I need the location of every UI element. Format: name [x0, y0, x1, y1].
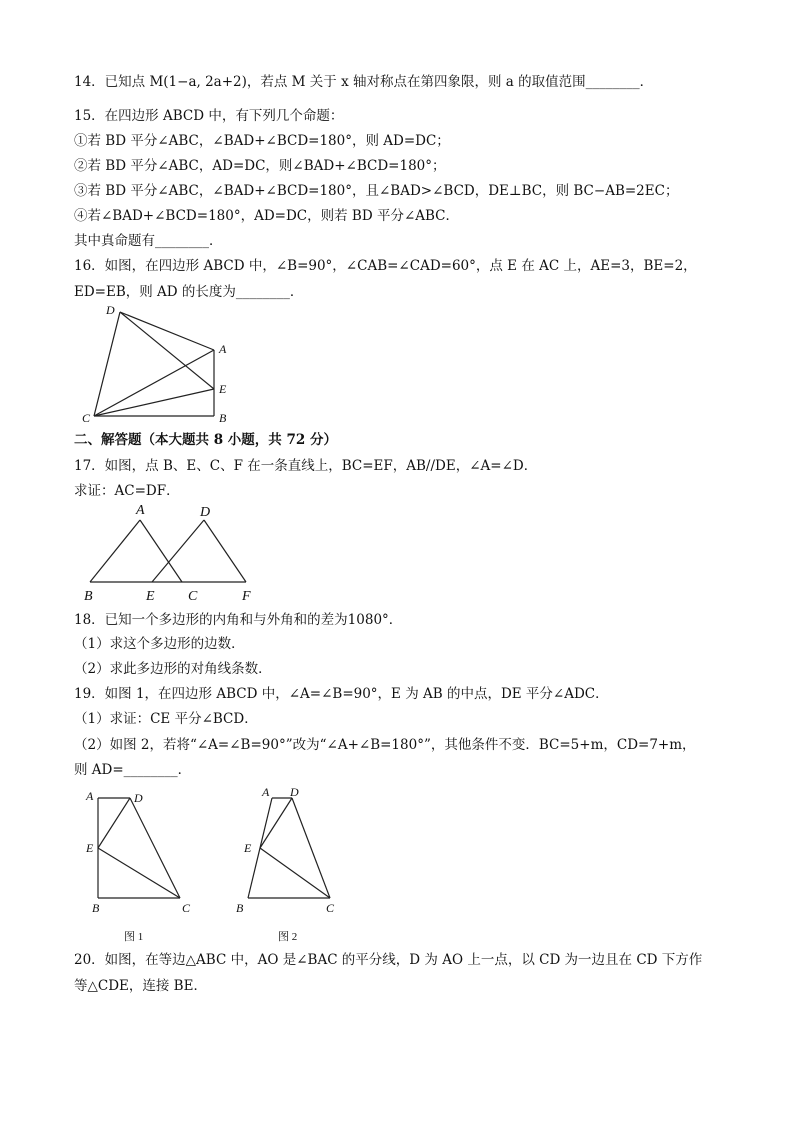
- fig2-segment-EC: [260, 848, 330, 898]
- fig2-caption: 图 2: [278, 931, 298, 943]
- question-19-part-1: （1）求证：CE 平分∠BCD．: [74, 711, 258, 727]
- question-14: 14．已知点 M(1−a, 2a+2)，若点 M 关于 x 轴对称点在第四象限，则 a 的取值范围________．: [74, 74, 654, 90]
- question-19-part-2: （2）如图 2，若将“∠A=∠B=90°”改为“∠A+∠B=180°”，其他条件不变．BC=5+m，CD=7+m，: [74, 737, 696, 753]
- fig1-label-C: C: [182, 901, 191, 915]
- segment-DF: [204, 520, 246, 582]
- question-17-line-1: 17．如图，点 B、E、C、F 在一条直线上，BC=EF，AB//DE，∠A=∠D．: [74, 458, 538, 474]
- label-D: D: [106, 303, 115, 317]
- question-20-line-2: 等△CDE，连接 BE．: [74, 978, 207, 994]
- fig2-label-D: D: [290, 786, 299, 799]
- fig2-label-E: E: [244, 841, 252, 855]
- fig1-caption: 图 1: [124, 931, 144, 943]
- fig2-label-B: B: [236, 901, 244, 915]
- label-A: A: [136, 503, 145, 518]
- q16-figure: [76, 302, 246, 426]
- question-15-item-1: ①若 BD 平分∠ABC，∠BAD+∠BCD=180°，则 AD=DC；: [74, 133, 450, 149]
- fig2-segment-DC: [292, 798, 330, 898]
- question-19-stem: 19．如图 1，在四边形 ABCD 中，∠A=∠B=90°，E 为 AB 的中点，DE 平分∠ADC．: [74, 686, 609, 702]
- segment-DA: [120, 312, 214, 350]
- label-E: E: [219, 382, 227, 396]
- question-15-stem: 15．在四边形 ABCD 中，有下列几个命题：: [74, 108, 344, 124]
- question-19-part-2b: 则 AD=________．: [74, 762, 192, 778]
- q17-figure: [76, 500, 262, 604]
- fig1-label-D: D: [134, 791, 143, 805]
- question-17-line-2: 求证：AC=DF．: [74, 483, 180, 499]
- fig1-label-A: A: [86, 789, 94, 803]
- fig2-label-A: A: [262, 786, 270, 799]
- label-B: B: [84, 589, 93, 604]
- segment-DC: [94, 312, 120, 416]
- question-15-item-2: ②若 BD 平分∠ABC，AD=DC，则∠BAD+∠BCD=180°；: [74, 158, 446, 174]
- fig1-label-B: B: [92, 901, 100, 915]
- label-F: F: [242, 589, 251, 604]
- q19-figures: [76, 786, 376, 946]
- question-16-line-1: 16．如图，在四边形 ABCD 中，∠B=90°，∠CAB=∠CAD=60°，点 E 在 AC 上，AE=3，BE=2，: [74, 258, 697, 274]
- label-A: A: [219, 342, 227, 356]
- label-D: D: [200, 505, 211, 520]
- segment-CE: [94, 389, 214, 416]
- section-heading: 二、解答题（本大题共 8 小题，共 72 分）: [74, 432, 337, 448]
- label-C: C: [188, 589, 198, 604]
- label-B: B: [219, 411, 227, 425]
- label-C: C: [82, 411, 91, 425]
- question-18-stem: 18．已知一个多边形的内角和与外角和的差为1080°．: [74, 612, 403, 628]
- question-15-item-4: ④若∠BAD+∠BCD=180°，AD=DC，则若 BD 平分∠ABC．: [74, 208, 460, 224]
- question-18-part-2: （2）求此多边形的对角线条数．: [74, 661, 272, 677]
- fig2-segment-ED: [260, 798, 292, 848]
- question-15-answer: 其中真命题有________．: [74, 233, 223, 249]
- segment-AB: [90, 520, 140, 582]
- label-E: E: [146, 589, 155, 604]
- segment-AC: [140, 520, 182, 582]
- question-18-part-1: （1）求这个多边形的边数．: [74, 636, 245, 652]
- segment-DE: [152, 520, 204, 582]
- fig1-label-E: E: [86, 841, 94, 855]
- question-16-line-2: ED=EB，则 AD 的长度为________．: [74, 284, 304, 300]
- question-20-line-1: 20．如图，在等边△ABC 中，AO 是∠BAC 的平分线，D 为 AO 上一点，以 CD 为一边且在 CD 下方作: [74, 952, 703, 968]
- segment-CA: [94, 350, 214, 416]
- segment-DE: [120, 312, 214, 389]
- question-15-item-3: ③若 BD 平分∠ABC，∠BAD+∠BCD=180°，且∠BAD>∠BCD，DE⊥BC，则 BC−AB=2EC；: [74, 183, 679, 199]
- fig1-segment-ED: [98, 798, 130, 848]
- fig2-label-C: C: [326, 901, 335, 915]
